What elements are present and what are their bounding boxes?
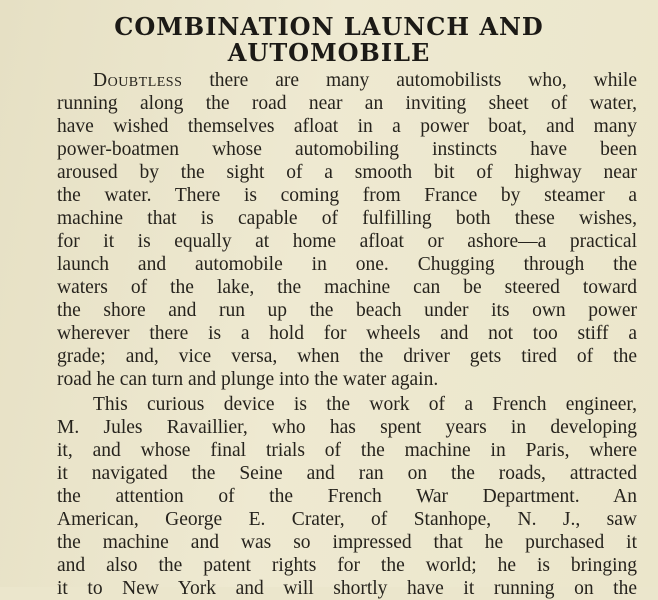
paragraph-1-line: launch and automobile in one. Chugging through the [57,254,637,275]
paragraph-1-line: waters of the lake, the machine can be steered toward [57,277,637,298]
paragraph-2-line: it, and whose final trials of the machine in Paris, where [57,440,637,461]
paragraph-2-line: M. Jules Ravaillier, who has spent years in developing [57,417,637,438]
article-title-line-1: COMBINATION LAUNCH AND [114,12,544,41]
paragraph-2-line: American, George E. Crater, of Stanhope, N. J., saw [57,509,637,530]
paragraph-1-line: power-boatmen whose automobiling instincts have been [57,139,637,160]
first-line-rest: there are many automobilists who, while [182,70,637,91]
paragraph-1-line: have wished themselves afloat in a power boat, and many [57,116,637,137]
paragraph-1-line: aroused by the sight of a smooth bit of highway near [57,162,637,183]
paragraph-1-line: wherever there is a hold for wheels and not too stiff a [57,323,637,344]
paragraph-2-line: the attention of the French War Department. An [57,486,637,507]
paragraph-1-line: the shore and run up the beach under its own power [57,300,637,321]
paragraph-1-line: machine that is capable of fulfilling both these wishes, [57,208,637,229]
paragraph-1-line-1 [93,70,637,92]
paragraph-1-line: the water. There is coming from France by steamer a [57,185,637,206]
paragraph-1-line: running along the road near an inviting sheet of water, [57,93,637,114]
article-title-line-2: AUTOMOBILE [227,38,431,67]
paragraph-1-line: grade; and, vice versa, when the driver gets tired of the [57,346,637,367]
paragraph-1-line: for it is equally at home afloat or ashore—a practical [57,231,637,252]
paragraph-2-line: the machine and was so impressed that he purchased it [57,532,637,553]
paragraph-2-line: it navigated the Seine and ran on the roads, attracted [57,463,637,484]
paragraph-1-last-line: road he can turn and plunge into the water again. [57,369,439,390]
paragraph-2-line-cut: it to New York and will shortly have it running on the [57,578,637,599]
paragraph-2-line-1: This curious device is the work of a French engineer, [93,394,637,415]
lead-word: Doubtless [93,70,183,91]
paragraph-2-line: and also the patent rights for the world; he is bringing [57,555,637,576]
